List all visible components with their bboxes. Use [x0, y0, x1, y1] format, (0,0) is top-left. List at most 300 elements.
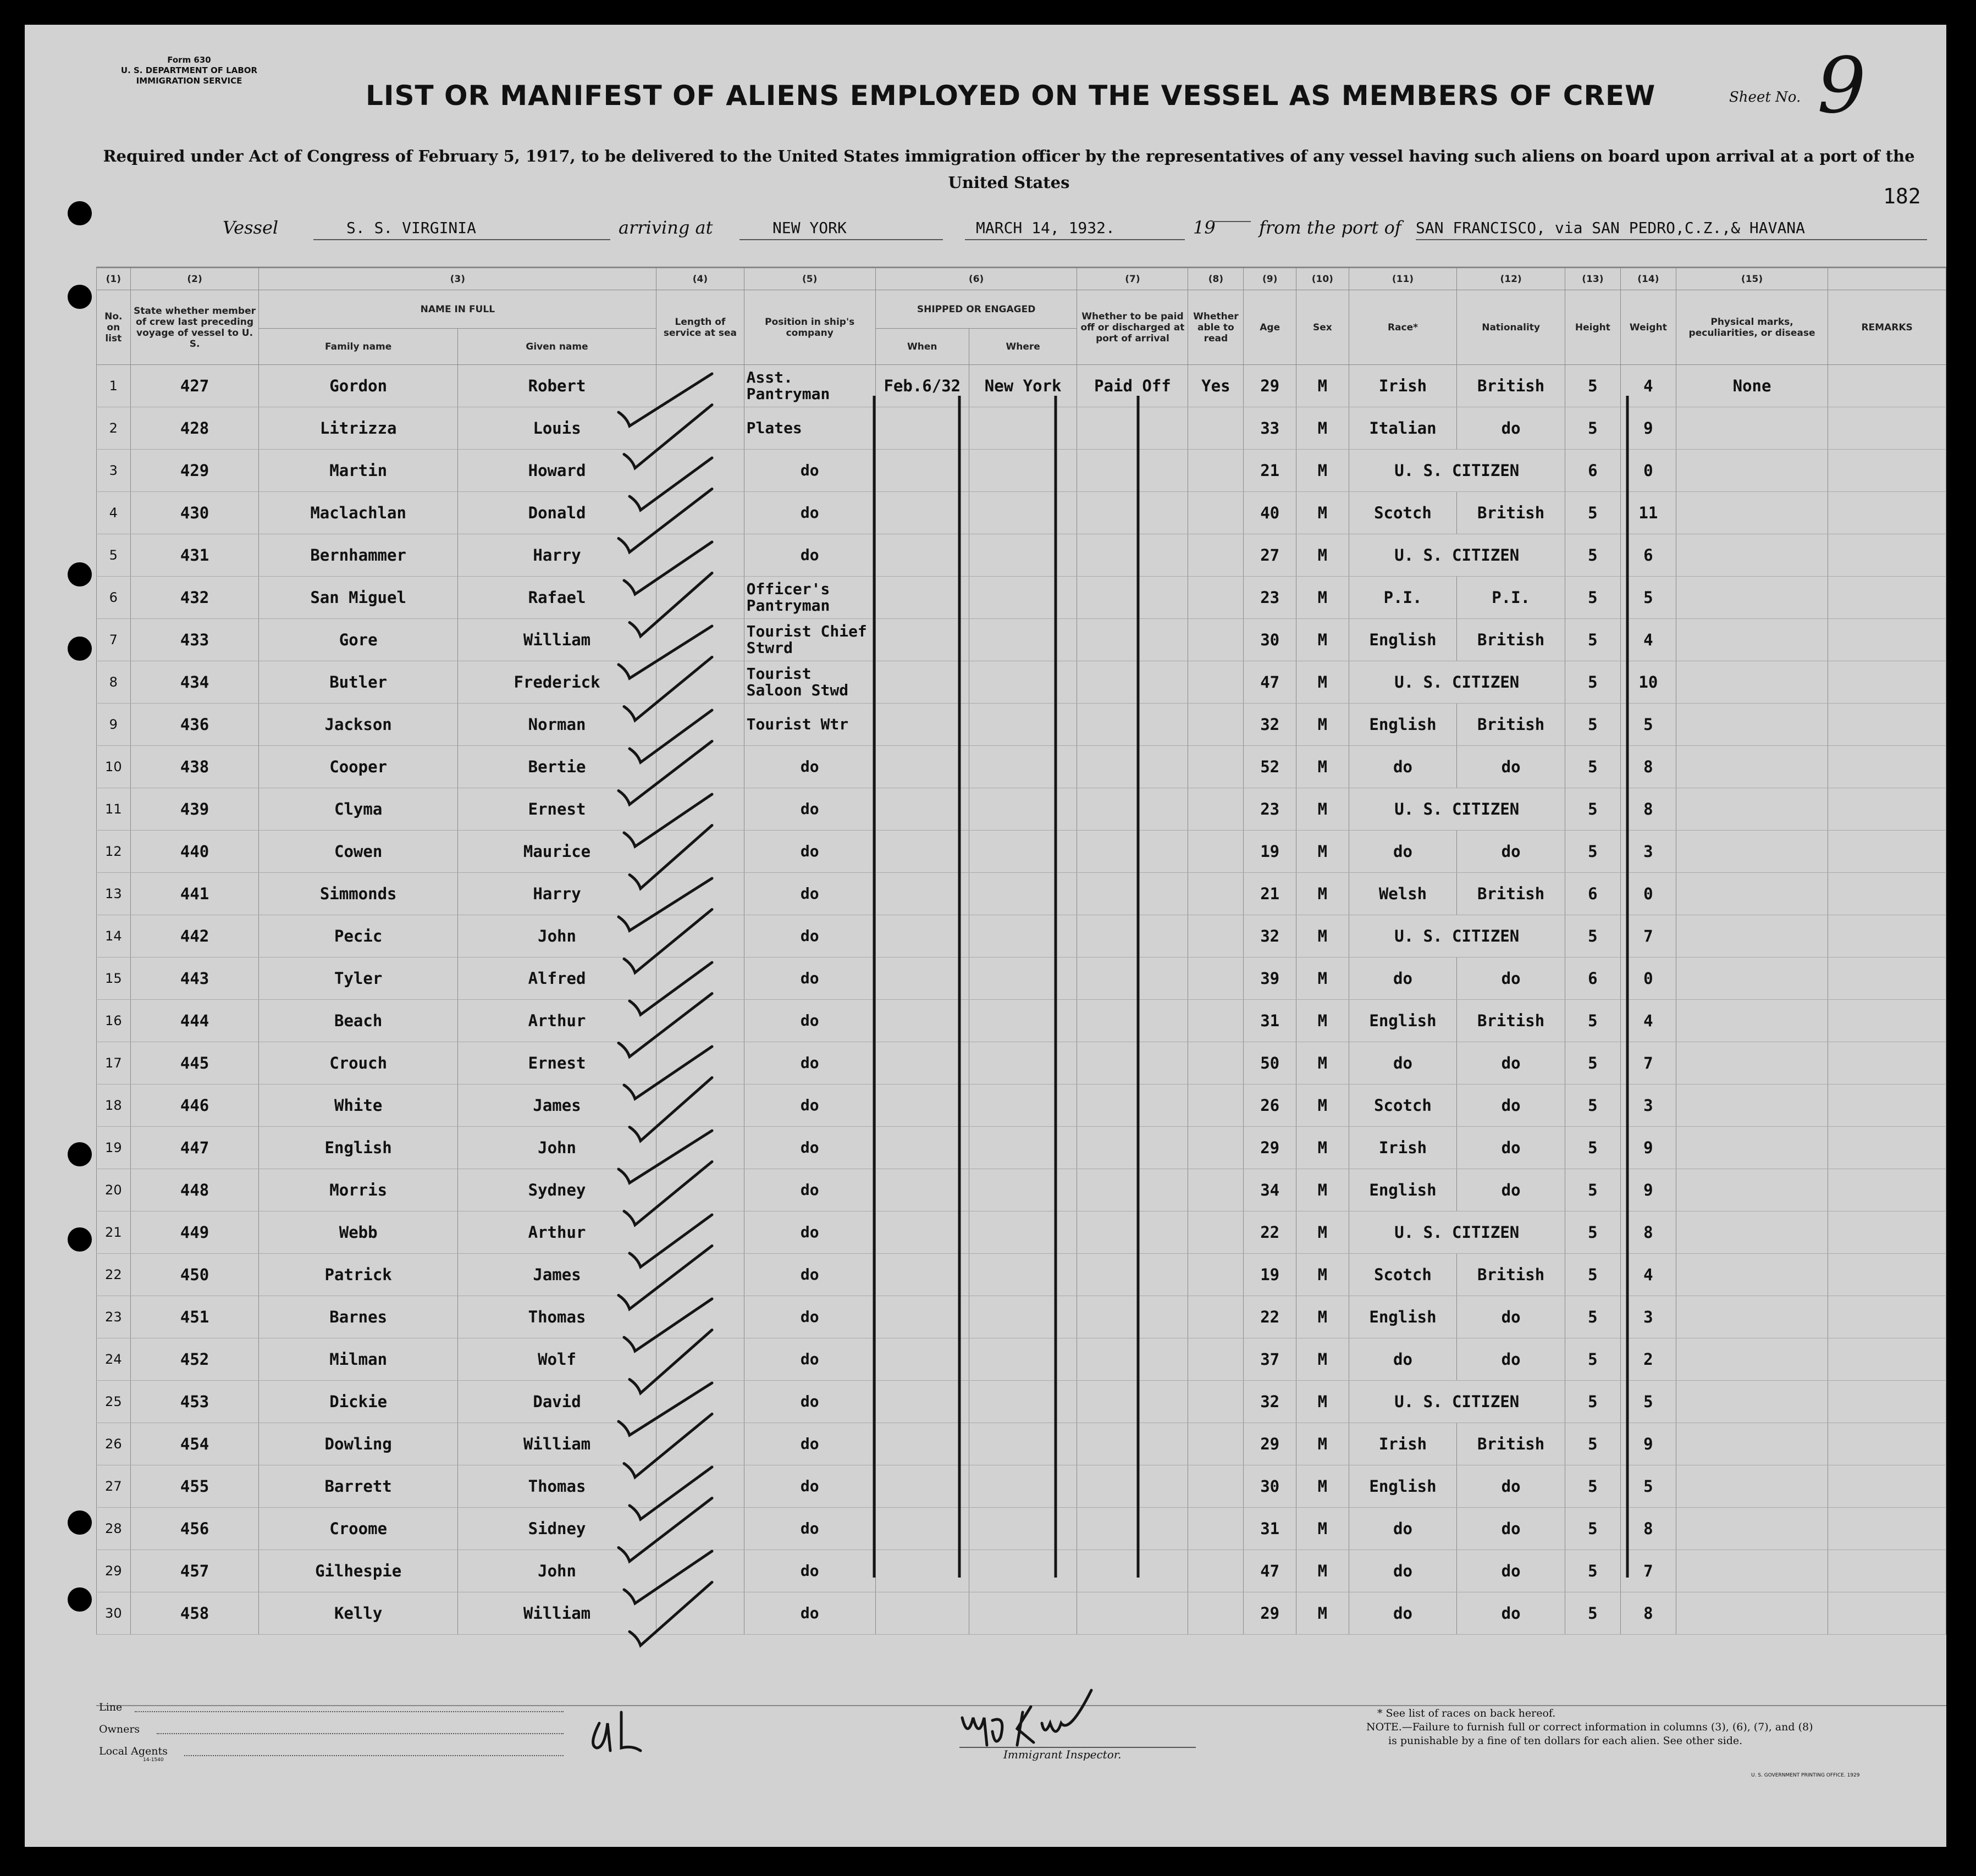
cell-shipped-where — [969, 450, 1077, 492]
cell-physical-marks — [1676, 1381, 1828, 1423]
cell-shipped-where — [969, 1296, 1077, 1338]
cell-previous-voyage: 452 — [130, 1338, 259, 1381]
cell-row-number: 17 — [97, 1042, 131, 1084]
cell-family-name: Cowen — [259, 831, 457, 873]
col-previous-voyage: State whether member of crew last preceding voyage of vessel to U. S. — [130, 290, 259, 365]
table-row — [97, 450, 1946, 492]
cell-row-number: 6 — [97, 577, 131, 619]
cell-previous-voyage: 457 — [130, 1550, 259, 1592]
cell-shipped-where — [969, 831, 1077, 873]
cell-sex: M — [1296, 873, 1349, 915]
page-title: LIST OR MANIFEST OF ALIENS EMPLOYED ON THE VESSEL AS MEMBERS OF CREW — [366, 80, 1656, 112]
cell-nationality: British — [1457, 1000, 1565, 1042]
cell-shipped-where — [969, 1169, 1077, 1211]
cell-paid-off — [1077, 450, 1188, 492]
col-length-of-service: Length of service at sea — [656, 290, 744, 365]
cell-age: 47 — [1244, 661, 1296, 704]
cell-row-number: 29 — [97, 1550, 131, 1592]
owners-label: Owners — [99, 1723, 140, 1735]
cell-weight: 7 — [1620, 1550, 1676, 1592]
cell-paid-off — [1077, 1508, 1188, 1550]
cell-race: English — [1349, 1465, 1457, 1508]
cell-age: 29 — [1244, 1127, 1296, 1169]
cell-able-to-read — [1188, 492, 1244, 534]
cell-paid-off — [1077, 1550, 1188, 1592]
cell-sex: M — [1296, 1000, 1349, 1042]
year-blank — [1212, 219, 1251, 222]
col-height: Height — [1565, 290, 1620, 365]
table-row — [97, 407, 1946, 450]
cell-height: 5 — [1565, 1508, 1620, 1550]
cell-weight: 0 — [1620, 450, 1676, 492]
cell-remarks — [1828, 1550, 1946, 1592]
cell-weight: 4 — [1620, 1254, 1676, 1296]
cell-row-number: 18 — [97, 1084, 131, 1127]
note-penalty-1: NOTE.—Failure to furnish full or correct information in columns (3), (6), (7), and (8) — [1366, 1721, 1813, 1733]
cell-row-number: 11 — [97, 788, 131, 831]
table-row — [97, 1550, 1946, 1592]
cell-length-of-service — [656, 958, 744, 1000]
cell-sex: M — [1296, 704, 1349, 746]
cell-previous-voyage: 429 — [130, 450, 259, 492]
note-races: * See list of races on back hereof. — [1377, 1707, 1556, 1719]
cell-age: 31 — [1244, 1000, 1296, 1042]
cell-race: Scotch — [1349, 1254, 1457, 1296]
cell-able-to-read — [1188, 1423, 1244, 1465]
cell-sex: M — [1296, 1423, 1349, 1465]
cell-row-number: 4 — [97, 492, 131, 534]
cell-age: 50 — [1244, 1042, 1296, 1084]
cell-able-to-read — [1188, 1338, 1244, 1381]
col5-number: (5) — [744, 268, 875, 290]
col11-number: (11) — [1349, 268, 1457, 290]
cell-shipped-where — [969, 873, 1077, 915]
cell-weight: 3 — [1620, 1296, 1676, 1338]
cell-family-name: Butler — [259, 661, 457, 704]
cell-nationality: do — [1457, 746, 1565, 788]
cell-position: Tourist Wtr — [744, 704, 875, 746]
from-port-label: from the port of — [1259, 217, 1401, 238]
col16-number — [1828, 268, 1946, 290]
cell-family-name: Jackson — [259, 704, 457, 746]
table-row — [97, 831, 1946, 873]
col3-number: (3) — [259, 268, 656, 290]
cell-race: do — [1349, 1042, 1457, 1084]
table-row — [97, 1381, 1946, 1423]
col-shipped-or-engaged: SHIPPED OR ENGAGED — [875, 290, 1077, 329]
cell-race: Irish — [1349, 1423, 1457, 1465]
note-penalty-2: is punishable by a fine of ten dollars for each alien. See other side. — [1388, 1735, 1743, 1747]
cell-paid-off — [1077, 958, 1188, 1000]
cell-given-name: Thomas — [457, 1465, 656, 1508]
cell-shipped-when — [875, 1084, 969, 1127]
cell-age: 29 — [1244, 365, 1296, 407]
cell-length-of-service — [656, 1423, 744, 1465]
cell-remarks — [1828, 534, 1946, 577]
arrival-date: MARCH 14, 1932. — [965, 219, 1185, 240]
cell-sex: M — [1296, 1550, 1349, 1592]
col-given-name: Given name — [457, 329, 656, 365]
cell-family-name: Croome — [259, 1508, 457, 1550]
cell-sex: M — [1296, 788, 1349, 831]
cell-shipped-where — [969, 788, 1077, 831]
cell-shipped-when — [875, 407, 969, 450]
cell-able-to-read — [1188, 1127, 1244, 1169]
cell-sex: M — [1296, 1254, 1349, 1296]
cell-physical-marks — [1676, 1254, 1828, 1296]
year-prefix: 19 — [1193, 217, 1216, 238]
cell-remarks — [1828, 1423, 1946, 1465]
cell-able-to-read — [1188, 746, 1244, 788]
cell-paid-off — [1077, 704, 1188, 746]
cell-race: do — [1349, 746, 1457, 788]
cell-physical-marks — [1676, 1211, 1828, 1254]
cell-height: 5 — [1565, 577, 1620, 619]
cell-shipped-when: Feb.6/32 — [875, 365, 969, 407]
cell-shipped-where — [969, 577, 1077, 619]
form-department: U. S. DEPARTMENT OF LABOR — [120, 65, 258, 75]
cell-row-number: 3 — [97, 450, 131, 492]
cell-physical-marks — [1676, 873, 1828, 915]
cell-physical-marks — [1676, 577, 1828, 619]
cell-race: do — [1349, 831, 1457, 873]
cell-able-to-read — [1188, 619, 1244, 661]
cell-height: 5 — [1565, 1127, 1620, 1169]
printing-office: U. S. GOVERNMENT PRINTING OFFICE. 1929 — [1751, 1773, 1860, 1778]
cell-race: English — [1349, 619, 1457, 661]
cell-previous-voyage: 427 — [130, 365, 259, 407]
cell-shipped-when — [875, 831, 969, 873]
cell-shipped-when — [875, 492, 969, 534]
cell-nationality: British — [1457, 619, 1565, 661]
cell-given-name: Thomas — [457, 1296, 656, 1338]
cell-able-to-read — [1188, 1084, 1244, 1127]
cell-shipped-where — [969, 915, 1077, 958]
cell-shipped-where — [969, 661, 1077, 704]
col-weight: Weight — [1620, 290, 1676, 365]
cell-given-name: John — [457, 1550, 656, 1592]
cell-length-of-service — [656, 1127, 744, 1169]
cell-row-number: 23 — [97, 1296, 131, 1338]
cell-previous-voyage: 448 — [130, 1169, 259, 1211]
cell-paid-off — [1077, 1254, 1188, 1296]
cell-age: 37 — [1244, 1338, 1296, 1381]
cell-remarks — [1828, 1592, 1946, 1635]
col13-number: (13) — [1565, 268, 1620, 290]
cell-race: U. S. CITIZEN — [1349, 661, 1565, 704]
col-paid-off: Whether to be paid off or discharged at port of arrival — [1077, 290, 1188, 365]
cell-remarks — [1828, 873, 1946, 915]
cell-paid-off — [1077, 873, 1188, 915]
agents-code: 14-1540 — [143, 1757, 164, 1763]
cell-family-name: Morris — [259, 1169, 457, 1211]
cell-row-number: 16 — [97, 1000, 131, 1042]
cell-previous-voyage: 443 — [130, 958, 259, 1000]
cell-shipped-where — [969, 1592, 1077, 1635]
cell-given-name: Sidney — [457, 1508, 656, 1550]
cell-weight: 6 — [1620, 534, 1676, 577]
cell-position: do — [744, 1211, 875, 1254]
cell-shipped-where — [969, 534, 1077, 577]
cell-length-of-service — [656, 1211, 744, 1254]
cell-position: do — [744, 492, 875, 534]
cell-position: Officer's Pantryman — [744, 577, 875, 619]
cell-shipped-when — [875, 1465, 969, 1508]
cell-family-name: Barrett — [259, 1465, 457, 1508]
cell-family-name: Webb — [259, 1211, 457, 1254]
cell-remarks — [1828, 619, 1946, 661]
cell-previous-voyage: 442 — [130, 915, 259, 958]
cell-race: Italian — [1349, 407, 1457, 450]
cell-race: Welsh — [1349, 873, 1457, 915]
table-row — [97, 1000, 1946, 1042]
cell-remarks — [1828, 704, 1946, 746]
table-row — [97, 1254, 1946, 1296]
table-row — [97, 1042, 1946, 1084]
cell-length-of-service — [656, 788, 744, 831]
cell-age: 23 — [1244, 577, 1296, 619]
col-remarks: REMARKS — [1828, 290, 1946, 365]
cell-weight: 10 — [1620, 661, 1676, 704]
cell-paid-off — [1077, 1338, 1188, 1381]
cell-shipped-where — [969, 1465, 1077, 1508]
col4-number: (4) — [656, 268, 744, 290]
cell-previous-voyage: 428 — [130, 407, 259, 450]
cell-sex: M — [1296, 1465, 1349, 1508]
cell-race: Scotch — [1349, 1084, 1457, 1127]
table-row — [97, 492, 1946, 534]
cell-weight: 5 — [1620, 1381, 1676, 1423]
cell-age: 47 — [1244, 1550, 1296, 1592]
cell-length-of-service — [656, 1084, 744, 1127]
cell-nationality: do — [1457, 1465, 1565, 1508]
cell-paid-off — [1077, 788, 1188, 831]
cell-paid-off — [1077, 915, 1188, 958]
cell-shipped-where — [969, 746, 1077, 788]
crew-table-container — [96, 267, 1946, 1706]
cell-position: do — [744, 873, 875, 915]
cell-family-name: White — [259, 1084, 457, 1127]
cell-nationality: British — [1457, 492, 1565, 534]
cell-family-name: Milman — [259, 1338, 457, 1381]
cell-position: Tourist Chief Stwrd — [744, 619, 875, 661]
col8-number: (8) — [1188, 268, 1244, 290]
cell-height: 5 — [1565, 407, 1620, 450]
cell-sex: M — [1296, 915, 1349, 958]
cell-sex: M — [1296, 1127, 1349, 1169]
cell-shipped-when — [875, 534, 969, 577]
cell-position: Tourist Saloon Stwd — [744, 661, 875, 704]
cell-age: 32 — [1244, 1381, 1296, 1423]
cell-row-number: 5 — [97, 534, 131, 577]
cell-race: do — [1349, 958, 1457, 1000]
cell-able-to-read — [1188, 577, 1244, 619]
cell-given-name: William — [457, 1592, 656, 1635]
cell-height: 5 — [1565, 661, 1620, 704]
cell-remarks — [1828, 1508, 1946, 1550]
cell-physical-marks — [1676, 661, 1828, 704]
cell-shipped-when — [875, 1000, 969, 1042]
cell-height: 6 — [1565, 450, 1620, 492]
col-when: When — [875, 329, 969, 365]
cell-nationality: do — [1457, 1508, 1565, 1550]
cell-nationality: do — [1457, 1042, 1565, 1084]
cell-position: do — [744, 1550, 875, 1592]
cell-shipped-when — [875, 1211, 969, 1254]
cell-given-name: Norman — [457, 704, 656, 746]
cell-race: U. S. CITIZEN — [1349, 1211, 1565, 1254]
cell-given-name: Louis — [457, 407, 656, 450]
cell-length-of-service — [656, 1042, 744, 1084]
cell-position: do — [744, 1465, 875, 1508]
cell-shipped-where — [969, 958, 1077, 1000]
table-row — [97, 746, 1946, 788]
cell-previous-voyage: 449 — [130, 1211, 259, 1254]
cell-shipped-when — [875, 1169, 969, 1211]
cell-sex: M — [1296, 1042, 1349, 1084]
cell-remarks — [1828, 450, 1946, 492]
cell-sex: M — [1296, 450, 1349, 492]
cell-height: 5 — [1565, 1000, 1620, 1042]
cell-physical-marks — [1676, 492, 1828, 534]
cell-shipped-when — [875, 704, 969, 746]
cell-able-to-read — [1188, 1296, 1244, 1338]
cell-race: U. S. CITIZEN — [1349, 534, 1565, 577]
col6-number: (6) — [875, 268, 1077, 290]
cell-given-name: James — [457, 1084, 656, 1127]
cell-family-name: Cooper — [259, 746, 457, 788]
cell-previous-voyage: 441 — [130, 873, 259, 915]
cell-nationality: do — [1457, 1550, 1565, 1592]
cell-able-to-read — [1188, 1211, 1244, 1254]
cell-previous-voyage: 433 — [130, 619, 259, 661]
cell-sex: M — [1296, 1381, 1349, 1423]
cell-physical-marks — [1676, 915, 1828, 958]
cell-physical-marks — [1676, 1423, 1828, 1465]
cell-able-to-read — [1188, 1550, 1244, 1592]
cell-sex: M — [1296, 746, 1349, 788]
cell-row-number: 20 — [97, 1169, 131, 1211]
cell-physical-marks — [1676, 619, 1828, 661]
cell-age: 39 — [1244, 958, 1296, 1000]
cell-length-of-service — [656, 1465, 744, 1508]
cell-length-of-service — [656, 1508, 744, 1550]
cell-weight: 9 — [1620, 1423, 1676, 1465]
cell-physical-marks — [1676, 746, 1828, 788]
cell-physical-marks — [1676, 1000, 1828, 1042]
cell-able-to-read — [1188, 958, 1244, 1000]
cell-able-to-read — [1188, 1042, 1244, 1084]
cell-row-number: 21 — [97, 1211, 131, 1254]
table-row — [97, 788, 1946, 831]
cell-remarks — [1828, 1381, 1946, 1423]
cell-given-name: Ernest — [457, 1042, 656, 1084]
cell-weight: 7 — [1620, 1042, 1676, 1084]
cell-length-of-service — [656, 577, 744, 619]
cell-position: do — [744, 746, 875, 788]
cell-age: 21 — [1244, 873, 1296, 915]
cell-race: do — [1349, 1550, 1457, 1592]
cell-able-to-read — [1188, 534, 1244, 577]
arriving-port: NEW YORK — [739, 219, 943, 240]
cell-given-name: John — [457, 1127, 656, 1169]
cell-remarks — [1828, 958, 1946, 1000]
cell-weight: 9 — [1620, 1127, 1676, 1169]
cell-weight: 8 — [1620, 1211, 1676, 1254]
cell-height: 5 — [1565, 534, 1620, 577]
cell-remarks — [1828, 831, 1946, 873]
cell-family-name: Dickie — [259, 1381, 457, 1423]
cell-family-name: Patrick — [259, 1254, 457, 1296]
cell-paid-off — [1077, 492, 1188, 534]
cell-able-to-read: Yes — [1188, 365, 1244, 407]
cell-race: U. S. CITIZEN — [1349, 1381, 1565, 1423]
cell-shipped-when — [875, 1423, 969, 1465]
col-where: Where — [969, 329, 1077, 365]
cell-family-name: Simmonds — [259, 873, 457, 915]
cell-position: Asst. Pantryman — [744, 365, 875, 407]
cell-height: 6 — [1565, 873, 1620, 915]
table-row — [97, 661, 1946, 704]
cell-remarks — [1828, 788, 1946, 831]
cell-age: 22 — [1244, 1211, 1296, 1254]
cell-nationality: British — [1457, 365, 1565, 407]
cell-remarks — [1828, 1465, 1946, 1508]
cell-shipped-when — [875, 577, 969, 619]
cell-position: do — [744, 788, 875, 831]
cell-position: do — [744, 1000, 875, 1042]
col-physical-marks: Physical marks, peculiarities, or disease — [1676, 290, 1828, 365]
cell-paid-off — [1077, 1423, 1188, 1465]
cell-position: do — [744, 1127, 875, 1169]
cell-family-name: Gilhespie — [259, 1550, 457, 1592]
cell-height: 5 — [1565, 1550, 1620, 1592]
table-row — [97, 1296, 1946, 1338]
form-number: Form 630 — [167, 55, 211, 65]
cell-length-of-service — [656, 1550, 744, 1592]
cell-race: English — [1349, 704, 1457, 746]
cell-given-name: Arthur — [457, 1211, 656, 1254]
cell-race: English — [1349, 1296, 1457, 1338]
cell-shipped-when — [875, 1296, 969, 1338]
cell-race: English — [1349, 1169, 1457, 1211]
cell-sex: M — [1296, 619, 1349, 661]
cell-height: 5 — [1565, 1465, 1620, 1508]
col10-number: (10) — [1296, 268, 1349, 290]
cell-position: do — [744, 1169, 875, 1211]
cell-given-name: Rafael — [457, 577, 656, 619]
cell-nationality: do — [1457, 1338, 1565, 1381]
cell-shipped-when — [875, 1550, 969, 1592]
cell-height: 5 — [1565, 492, 1620, 534]
cell-height: 5 — [1565, 1296, 1620, 1338]
cell-sex: M — [1296, 1338, 1349, 1381]
sheet-label: Sheet No. — [1729, 89, 1801, 106]
cell-nationality: do — [1457, 407, 1565, 450]
cell-family-name: Litrizza — [259, 407, 457, 450]
cell-nationality: do — [1457, 958, 1565, 1000]
cell-weight: 9 — [1620, 407, 1676, 450]
vessel-name: S. S. VIRGINIA — [313, 219, 610, 240]
cell-shipped-when — [875, 1381, 969, 1423]
cell-family-name: Maclachlan — [259, 492, 457, 534]
cell-able-to-read — [1188, 788, 1244, 831]
cell-sex: M — [1296, 534, 1349, 577]
cell-remarks — [1828, 577, 1946, 619]
cell-age: 52 — [1244, 746, 1296, 788]
cell-length-of-service — [656, 1381, 744, 1423]
cell-remarks — [1828, 746, 1946, 788]
